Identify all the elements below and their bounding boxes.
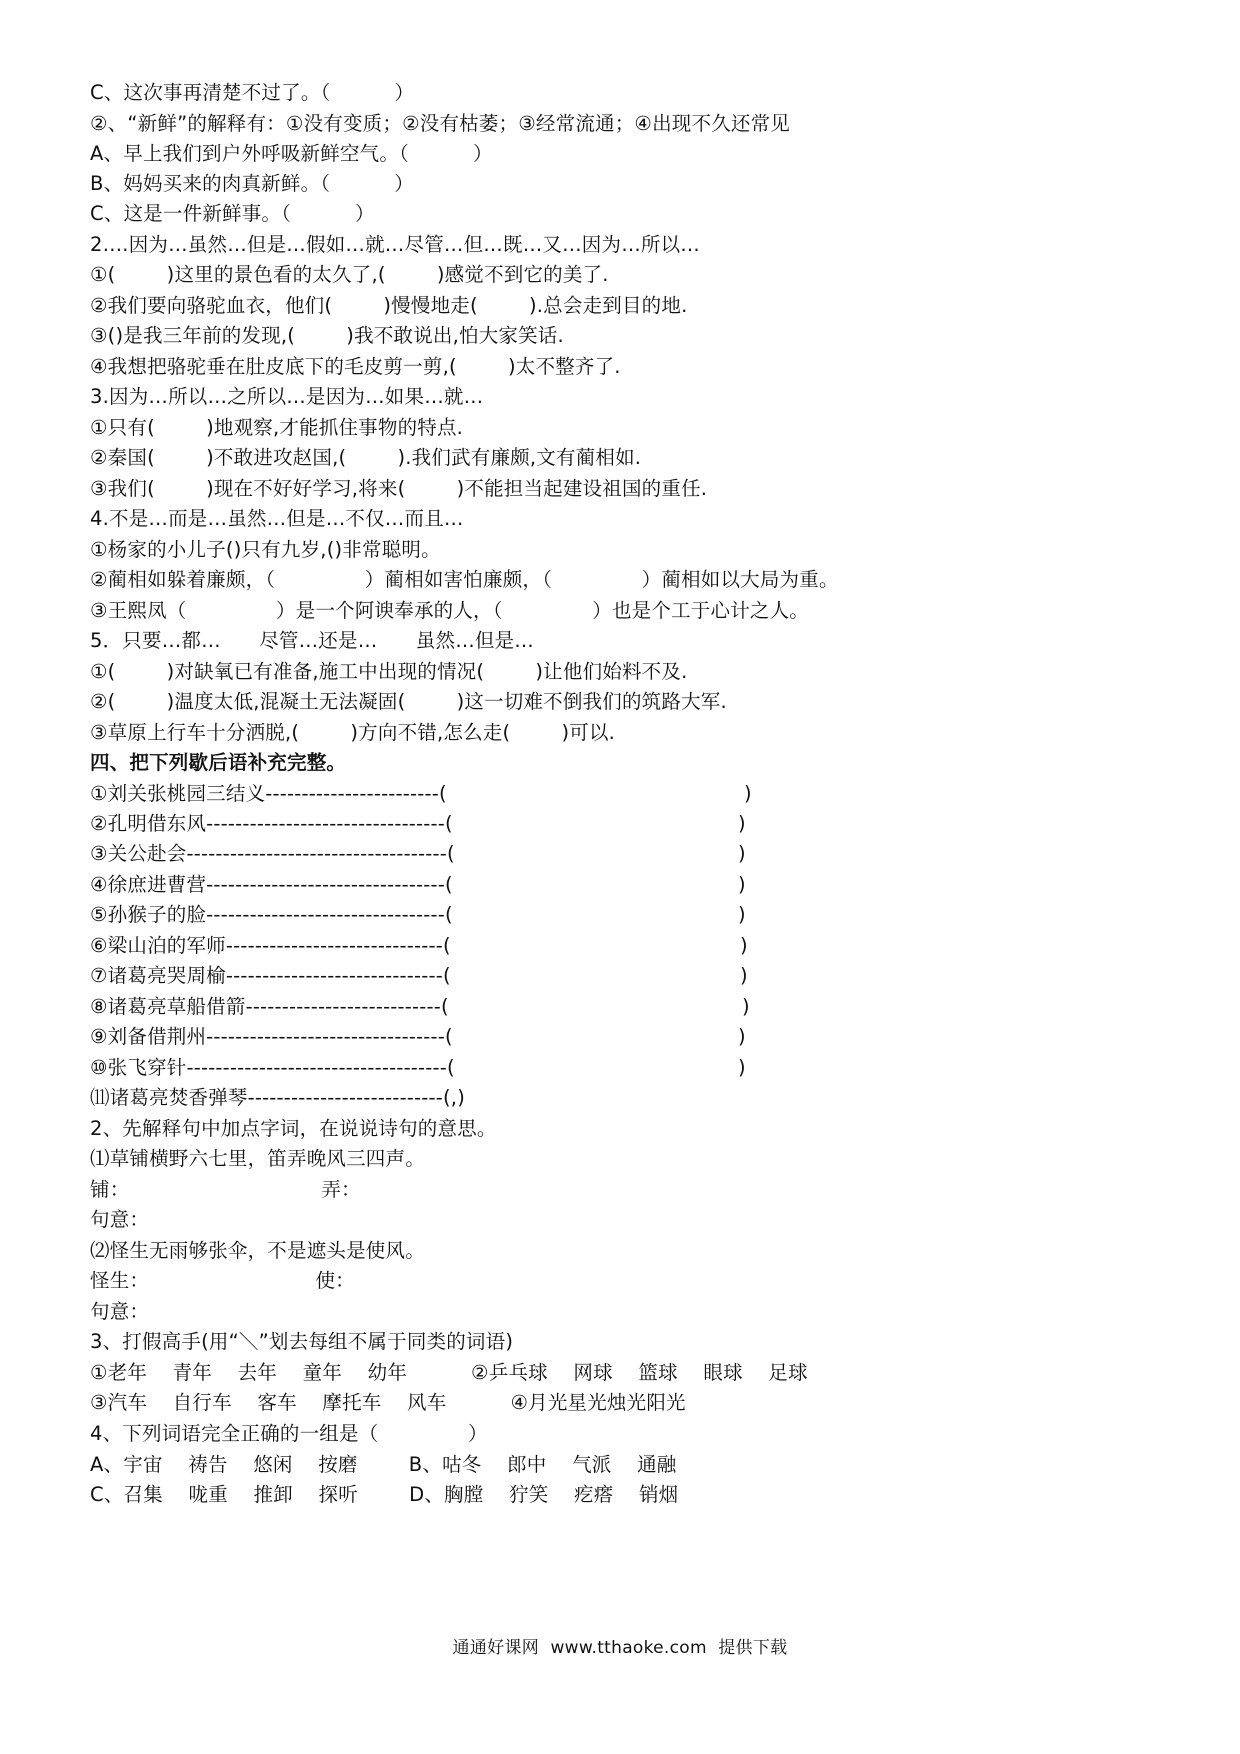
text-line: ①( )对缺氧已有准备,施工中出现的情况( )让他们始料不及. [90, 660, 688, 683]
text-line: ①只有( )地观察,才能抓住事物的特点. [90, 416, 464, 439]
text-line: C、这是一件新鲜事。（ ） [90, 202, 375, 225]
closing-paren: ) [738, 1025, 746, 1048]
text-line: ③汽车 自行车 客车 摩托车 风车 ④月光星光烛光阳光 [90, 1391, 686, 1414]
text-line: ⑤孙猴子的脸---------------------------------( [90, 903, 453, 926]
text-line: C、这次事再清楚不过了。（ ） [90, 81, 415, 104]
text-line: ⑩张飞穿针------------------------------------( [90, 1056, 455, 1079]
text-line: 句意： [90, 1208, 150, 1231]
text-line: ①杨家的小儿子()只有九岁,()非常聪明。 [90, 538, 441, 561]
closing-paren: ) [738, 903, 746, 926]
text-line: ⑥梁山泊的军师------------------------------( [90, 934, 451, 957]
text-line: ②( )温度太低,混凝土无法凝固( )这一切难不倒我们的筑路大军. [90, 690, 727, 713]
text-line: ②我们要向骆驼血衣，他们( )慢慢地走( ).总会走到目的地. [90, 294, 688, 317]
text-line: ①老年 青年 去年 童年 幼年 ②乒乓球 网球 篮球 眼球 足球 [90, 1361, 808, 1384]
text-line: 2….因为…虽然…但是…假如…就…尽管…但…既…又…因为…所以… [90, 233, 701, 256]
text-line: ⑴草铺横野六七里，笛弄晚风三四声。 [90, 1147, 425, 1170]
closing-paren: ) [738, 1056, 746, 1079]
text-line: ⑦诸葛亮哭周榆------------------------------( [90, 964, 451, 987]
text-line: ③草原上行车十分洒脱,( )方向不错,怎么走( )可以. [90, 721, 616, 744]
text-line: 怪生： 使： [90, 1269, 355, 1292]
closing-paren: ) [742, 995, 750, 1018]
text-line: ⑧诸葛亮草船借箭---------------------------( [90, 995, 449, 1018]
text-line: 3、打假高手(用“＼”划去每组不属于同类的词语) [90, 1330, 514, 1353]
closing-paren: ) [738, 812, 746, 835]
text-line: ②孔明借东风---------------------------------( [90, 812, 453, 835]
text-line: A、宇宙 祷告 悠闲 按磨 B、咕冬 郎中 气派 通融 [90, 1453, 677, 1476]
text-line: 铺： 弄： [90, 1178, 361, 1201]
text-line: B、妈妈买来的肉真新鲜。（ ） [90, 172, 414, 195]
section-heading: 四、把下列歇后语补充完整。 [90, 751, 347, 774]
text-line: 4.不是…而是…虽然…但是…不仅…而且… [90, 507, 464, 530]
text-line: 4、下列词语完全正确的一组是（ ） [90, 1422, 488, 1445]
page-footer: 通通好课网 www.tthaoke.com 提供下载 [452, 1638, 788, 1658]
closing-paren: ) [740, 964, 748, 987]
text-line: ③王熙凤（ ）是一个阿谀奉承的人，（ ）也是个工于心计之人。 [90, 599, 809, 622]
text-line: 句意： [90, 1300, 150, 1323]
text-line: 2、先解释句中加点字词，在说说诗句的意思。 [90, 1117, 497, 1140]
text-line: ⑾诸葛亮焚香弹琴---------------------------(,) [90, 1086, 465, 1109]
text-line: ②秦国( )不敢进攻赵国,( ).我们武有廉颇,文有蔺相如. [90, 446, 642, 469]
closing-paren: ) [744, 782, 752, 805]
text-line: ⑨刘备借荆州---------------------------------( [90, 1025, 453, 1048]
text-line: A、早上我们到户外呼吸新鲜空气。（ ） [90, 142, 493, 165]
text-line: ③()是我三年前的发现,( )我不敢说出,怕大家笑话. [90, 324, 564, 347]
text-line: ③我们( )现在不好好学习,将来( )不能担当起建设祖国的重任. [90, 477, 708, 500]
text-line: ⑵怪生无雨够张伞，不是遮头是使风。 [90, 1239, 425, 1262]
text-line: ①( )这里的景色看的太久了,( )感觉不到它的美了. [90, 263, 609, 286]
text-line: ②蔺相如躲着廉颇，（ ）蔺相如害怕廉颇，（ ）蔺相如以大局为重。 [90, 568, 839, 591]
text-line: ①刘关张桃园三结义------------------------( [90, 782, 447, 805]
text-line: ③关公赴会------------------------------------( [90, 842, 455, 865]
text-line: 3.因为…所以…之所以…是因为…如果…就… [90, 385, 484, 408]
closing-paren: ) [738, 842, 746, 865]
text-line: C、召集 咙重 推卸 探听 D、胸膛 狞笑 疙瘩 销烟 [90, 1483, 679, 1506]
text-line: ④我想把骆驼垂在肚皮底下的毛皮剪一剪,( )太不整齐了. [90, 355, 621, 378]
text-line: 5．只要…都… 尽管…还是… 虽然…但是… [90, 629, 534, 652]
text-line: ④徐庶进曹营---------------------------------( [90, 873, 453, 896]
closing-paren: ) [740, 934, 748, 957]
closing-paren: ) [738, 873, 746, 896]
text-line: ②、“新鲜”的解释有：①没有变质；②没有枯萎；③经常流通；④出现不久还常见 [90, 112, 791, 135]
